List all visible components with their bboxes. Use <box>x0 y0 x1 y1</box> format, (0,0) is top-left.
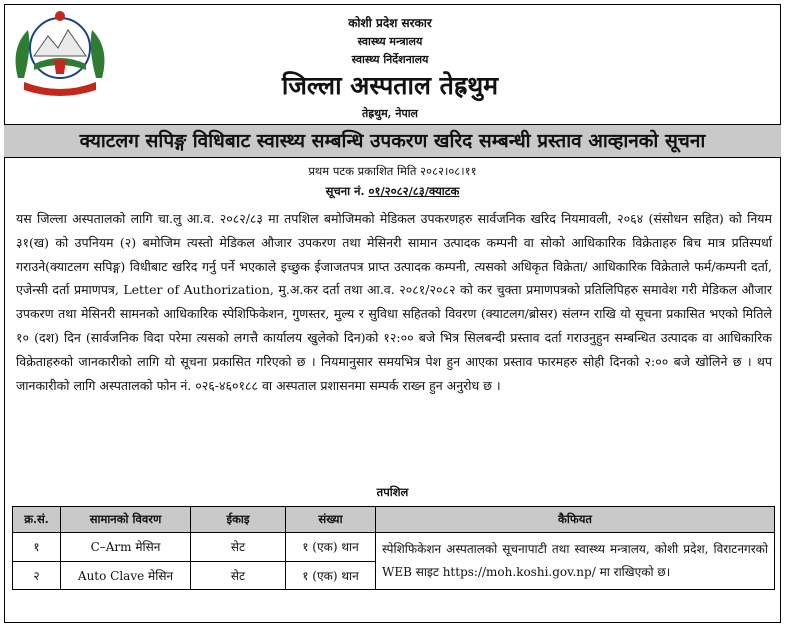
row-unit: सेट <box>191 533 286 562</box>
government-name: कोशी प्रदेश सरकार <box>348 16 432 30</box>
col-header-remarks: कैफियत <box>376 507 775 533</box>
table-row <box>13 533 775 562</box>
notice-body: यस जिल्ला अस्पतालको लागि चा.लु आ.व. २०८२/८३ मा तपशिल बमोजिमको मेडिकल उपकरणहरु सार्वजनिक खरिद नियमावली, २०६४ (संसोधन सहित) को नियम ३१(ख) को उपनियम (२) बमोजिम त्यस्तो मेडिकल औजार उपकरण तथा मेसिनरी सामान उत्पादक कम्पनी वा सोको आधिकारिक विक्रेताहरु बिच मात्र प्रतिस्पर्धा गराउने(क्याटलग सपिङ्ग) विधीबाट खरिद गर्नु पर्ने भएकाले इच्छुक ईजाजतपत्र प्राप्त उत्पादक कम्पनी, त्यसको अधिकृत विक्रेता/ आधिकारिक विक्रेताले फर्म/कम्पनी दर्ता, एजेन्सी दर्ता प्रमाणपत्र, Letter of Authorization, मु.अ.कर दर्ता तथा आ.व. २०८१/२०८२ को कर चुक्ता प्रमाणपत्रको प्रतिलिपिहरु समावेश गरी मेडिकल औजार उपकरण तथा मेसिनरी सामनको आधिकारिक स्पेशिफिकेशन, गुणस्तर, मुल्य र सुविधा सहितको विवरण (क्याटलग/ब्रोसर) संलग्न राखि यो सूचना प्रकासित भएको मितिले १० (दश) दिन (सार्वजनिक विदा परेमा त्यसको लगत्तै कार्यालय खुलेको दिन)को १२:०० बजे भित्र सिलबन्दी प्रस्ताव दर्ता गराउनुहुन सम्बन्धित उत्पादक वा आधिकारिक विक्रेताहरुको जानकारीको लागि यो सूचना प्रकासित गरिएको छ । नियमानुसार समयभित्र पेश हुन आएका प्रस्ताव फारमहरु सोही दिनको २:०० बजे खोलिने छ । थप जानकारीको लागि अस्पतालको फोन नं. ०२६-४६०१८८ वा अस्पताल प्रशासनमा सम्पर्क राख्न हुन अनुरोध छ । <box>16 211 772 393</box>
row-qty: १ (एक) थान <box>286 533 376 562</box>
table-header-row <box>13 507 775 533</box>
row-sn: १ <box>13 533 61 562</box>
remarks-text: स्पेशिफिकेशन अस्पतालको सूचनापाटी तथा स्वास्थ्य मन्त्रालय, कोशी प्रदेश, विराटनगरको WEB साइट https://moh.koshi.gov.np/ मा राखिएको छ। <box>382 542 768 579</box>
col-header-item: सामानको विवरण <box>61 507 191 533</box>
row-unit: सेट <box>191 561 286 590</box>
hospital-name: जिल्ला अस्पताल तेह्रथुम <box>281 71 499 100</box>
notice-number <box>4 184 781 199</box>
directorate-name: स्वास्थ्य निर्देशनालय <box>351 53 429 66</box>
row-item: Auto Clave मेसिन <box>61 561 191 590</box>
publication-date: प्रथम पटक प्रकाशित मिति २०८२।०८।११ <box>308 164 477 178</box>
items-table <box>12 506 775 590</box>
row-sn: २ <box>13 561 61 590</box>
row-qty: १ (एक) थान <box>286 561 376 590</box>
ministry-name: स्वास्थ्य मन्त्रालय <box>357 35 423 48</box>
hospital-location: तेह्रथुम, नेपाल <box>361 107 419 120</box>
notice-number-label: सूचना नं. <box>325 184 365 198</box>
nepal-government-emblem-icon <box>10 8 110 98</box>
table-caption: तपशिल <box>376 485 409 499</box>
notice-number-value: ०१/२०८२/८३/क्याटक <box>368 184 460 198</box>
notice-title: क्याटलग सपिङ्ग विधिबाट स्वास्थ्य सम्बन्धि उपकरण खरिद सम्बन्धी प्रस्ताव आव्हानको सूचना <box>4 124 781 158</box>
col-header-unit: ईकाइ <box>191 507 286 533</box>
row-item: C–Arm मेसिन <box>61 533 191 562</box>
col-header-qty: संख्या <box>286 507 376 533</box>
col-header-sn: क्र.सं. <box>13 507 61 533</box>
row-remarks <box>376 533 775 590</box>
